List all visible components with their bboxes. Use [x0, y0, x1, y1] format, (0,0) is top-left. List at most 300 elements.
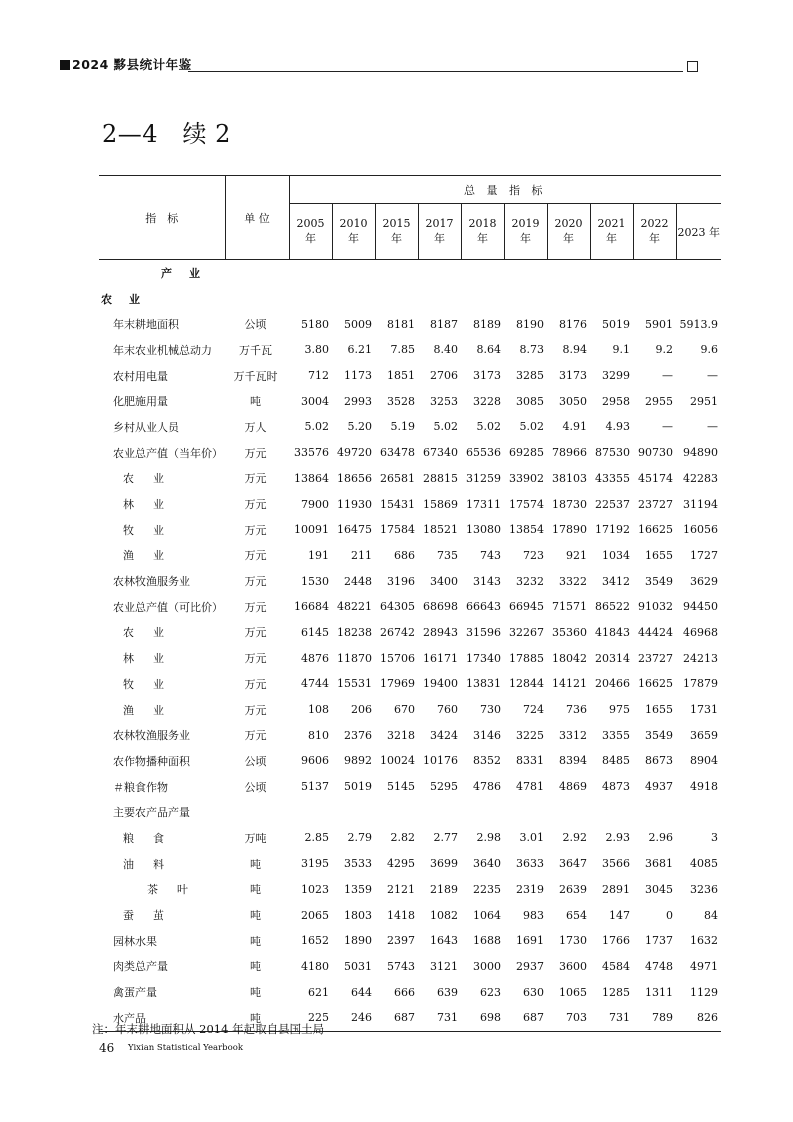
table-cell: 2937	[516, 959, 544, 973]
table-cell: 3228	[473, 394, 501, 408]
table-cell: 45174	[638, 471, 673, 485]
table-cell: 4869	[559, 780, 587, 794]
row-unit: 公顷	[244, 754, 267, 768]
table-cell: 64305	[380, 600, 415, 614]
table-cell: 16625	[638, 677, 673, 691]
table-cell: 8176	[559, 317, 587, 331]
table-cell: 3640	[473, 857, 501, 871]
table-cell: 4744	[301, 677, 329, 691]
table-row	[99, 517, 721, 543]
table-cell	[590, 260, 633, 286]
table-cell: 666	[394, 985, 415, 999]
row-unit: 万元	[244, 549, 267, 563]
table-cell: 2951	[690, 394, 719, 408]
table-cell: 1082	[430, 908, 458, 922]
table-cell	[633, 799, 676, 825]
table-cell: 3424	[430, 728, 458, 742]
table-cell: 5743	[387, 959, 415, 973]
table-cell: 22537	[595, 497, 630, 511]
table-cell: 87530	[595, 446, 630, 460]
table-cell: 2.85	[304, 831, 329, 845]
table-cell	[375, 286, 418, 312]
table-cell: 4748	[645, 959, 673, 973]
table-cell: 3659	[690, 728, 719, 742]
row-label: 渔 业	[123, 549, 168, 563]
table-cell: 26742	[380, 625, 415, 639]
table-cell: 4295	[387, 857, 415, 871]
table-cell: 15706	[380, 651, 415, 665]
table-cell: 730	[480, 703, 501, 717]
table-cell: 5137	[301, 780, 329, 794]
table-cell: 1632	[690, 934, 719, 948]
table-row	[99, 568, 721, 594]
table-cell: 2.96	[648, 831, 673, 845]
table-cell: 2.77	[433, 831, 458, 845]
table-cell: 5009	[344, 317, 372, 331]
row-label: 林 业	[123, 498, 168, 512]
table-cell: 13080	[466, 523, 501, 537]
table-row	[99, 645, 721, 671]
table-footnote: 注：年末耕地面积从 2014 年起取自县国土局	[92, 1022, 325, 1036]
table-cell: 17885	[509, 651, 544, 665]
row-unit: 公顷	[244, 780, 267, 794]
table-cell: 2706	[430, 369, 458, 383]
table-cell: 17890	[552, 523, 587, 537]
table-cell: 826	[676, 1005, 721, 1031]
table-cell: 2397	[387, 934, 415, 948]
table-cell: 5145	[387, 780, 415, 794]
table-cell: 5.02	[433, 420, 458, 434]
row-unit: 万元	[244, 652, 267, 666]
row-unit: 万吨	[244, 831, 267, 845]
table-cell: 639	[437, 985, 458, 999]
table-cell: 1691	[516, 934, 544, 948]
table-cell: 3000	[473, 959, 501, 973]
table-cell: 18521	[423, 523, 458, 537]
table-cell	[332, 799, 375, 825]
table-cell: 10091	[294, 523, 329, 537]
table-cell: 4873	[602, 780, 630, 794]
row-unit: 万千瓦时	[233, 369, 278, 383]
table-cell: 1655	[645, 548, 673, 562]
table-cell: 670	[394, 703, 415, 717]
table-row	[99, 491, 721, 517]
table-cell: 9.2	[655, 343, 673, 357]
table-cell: 12844	[509, 677, 544, 691]
table-cell: 3549	[645, 574, 673, 588]
table-cell: 3173	[473, 369, 501, 383]
table-cell	[547, 286, 590, 312]
table-cell: 1652	[301, 934, 329, 948]
footer-english-title: Yixian Statistical Yearbook	[128, 1043, 243, 1053]
table-cell: 9892	[344, 754, 372, 768]
table-cell: 225	[289, 1005, 332, 1031]
table-cell	[504, 799, 547, 825]
row-label: 农作物播种面积	[113, 754, 190, 768]
row-label: 油 料	[123, 857, 168, 871]
table-cell: 1173	[344, 369, 372, 383]
table-row	[99, 979, 721, 1005]
row-unit: 万元	[244, 523, 267, 537]
table-cell: 1851	[387, 369, 415, 383]
table-cell: 31596	[466, 625, 501, 639]
table-cell: 147	[609, 908, 630, 922]
table-cell: 630	[523, 985, 544, 999]
table-cell: 16684	[294, 600, 329, 614]
table-cell: 2121	[387, 882, 415, 896]
table-cell: 24213	[683, 651, 719, 665]
column-header-year: 2018 年	[461, 204, 504, 260]
table-cell: 4918	[690, 780, 719, 794]
table-cell: 5.02	[519, 420, 544, 434]
row-unit: 吨	[250, 883, 261, 897]
table-row	[99, 877, 721, 903]
table-cell	[461, 799, 504, 825]
table-cell: 1803	[344, 908, 372, 922]
table-cell: 17192	[595, 523, 630, 537]
table-cell: 1064	[473, 908, 501, 922]
table-cell: 2.92	[562, 831, 587, 845]
table-row	[99, 311, 721, 337]
column-header-year: 2010 年	[332, 204, 375, 260]
table-cell: 8.64	[476, 343, 501, 357]
table-cell: 4180	[301, 959, 329, 973]
table-cell	[418, 286, 461, 312]
table-cell: 44424	[638, 625, 673, 639]
table-cell: 3.01	[519, 831, 544, 845]
table-cell: 5.02	[476, 420, 501, 434]
table-cell: 13854	[509, 523, 544, 537]
table-cell: 5031	[344, 959, 372, 973]
table-cell: 7.85	[390, 343, 415, 357]
table-cell: —	[662, 369, 673, 383]
table-cell: 8904	[690, 754, 719, 768]
table-cell: 1890	[344, 934, 372, 948]
table-cell: 2.82	[390, 831, 415, 845]
table-cell: 4971	[690, 959, 719, 973]
table-cell: 731	[590, 1005, 633, 1031]
column-header-year: 2021 年	[590, 204, 633, 260]
table-cell	[676, 286, 721, 312]
table-cell: 1034	[602, 548, 630, 562]
table-cell: 23727	[638, 497, 673, 511]
table-cell: 3549	[645, 728, 673, 742]
table-title: 2—4 续 2	[102, 120, 231, 148]
table-cell: 3	[711, 831, 719, 845]
row-label: 茶 叶	[147, 883, 192, 897]
table-cell: 8673	[645, 754, 673, 768]
table-row	[99, 286, 721, 312]
table-cell: 16475	[337, 523, 372, 537]
row-label: 禽蛋产量	[113, 986, 157, 1000]
table-cell: 3681	[645, 857, 673, 871]
table-row	[99, 825, 721, 851]
row-unit: 公顷	[244, 318, 267, 332]
table-cell: —	[707, 369, 719, 383]
table-cell: 8.73	[519, 343, 544, 357]
table-cell: 810	[308, 728, 329, 742]
table-row	[99, 466, 721, 492]
table-cell: 3400	[430, 574, 458, 588]
table-cell: 31259	[466, 471, 501, 485]
table-cell: 2.79	[347, 831, 372, 845]
table-cell: 2955	[645, 394, 673, 408]
row-unit: 万千瓦	[239, 343, 272, 357]
table-cell: 760	[437, 703, 458, 717]
row-unit: 万元	[244, 446, 267, 460]
table-cell: 32267	[509, 625, 544, 639]
table-cell: 13831	[466, 677, 501, 691]
row-unit: 万元	[244, 498, 267, 512]
table-cell: 1737	[645, 934, 673, 948]
table-cell: 78966	[552, 446, 587, 460]
column-header-year: 2015 年	[375, 204, 418, 260]
table-cell: 5.02	[304, 420, 329, 434]
table-cell: 3312	[559, 728, 587, 742]
table-cell: 48221	[337, 600, 372, 614]
table-cell: 5019	[602, 317, 630, 331]
table-cell: 3004	[301, 394, 329, 408]
column-header-year: 2022 年	[633, 204, 676, 260]
table-cell	[676, 799, 721, 825]
row-unit: 万元	[244, 703, 267, 717]
table-cell: 1766	[602, 934, 630, 948]
table-cell: 703	[547, 1005, 590, 1031]
table-cell: 17969	[380, 677, 415, 691]
row-unit: 万元	[244, 600, 267, 614]
table-row	[99, 902, 721, 928]
row-unit: 万人	[244, 420, 267, 434]
table-cell: 15531	[337, 677, 372, 691]
table-cell: 0	[666, 908, 673, 922]
table-cell: 66643	[466, 600, 501, 614]
column-header-year: 2023 年	[676, 204, 721, 260]
table-cell: —	[707, 420, 719, 434]
table-cell: 8.94	[562, 343, 587, 357]
table-cell: 3528	[387, 394, 415, 408]
table-row	[99, 414, 721, 440]
table-cell: 1688	[473, 934, 501, 948]
table-cell: 2.98	[476, 831, 501, 845]
table-row	[99, 363, 721, 389]
table-cell: 8.40	[433, 343, 458, 357]
table-row	[99, 774, 721, 800]
table-cell: 8331	[516, 754, 544, 768]
row-label: 渔 业	[123, 703, 168, 717]
table-cell: 3355	[602, 728, 630, 742]
table-cell: 623	[480, 985, 501, 999]
table-cell: 63478	[380, 446, 415, 460]
row-label: ＃粮食作物	[113, 780, 168, 794]
table-cell: 9.6	[700, 343, 719, 357]
table-cell: 94890	[683, 446, 719, 460]
table-cell: 2189	[430, 882, 458, 896]
table-cell: 4786	[473, 780, 501, 794]
row-unit: 吨	[250, 857, 261, 871]
table-cell: 3412	[602, 574, 630, 588]
table-cell: 9606	[301, 754, 329, 768]
table-cell: 743	[480, 548, 501, 562]
row-label: 园林水果	[113, 934, 157, 948]
table-cell: 66945	[509, 600, 544, 614]
table-cell: 6.21	[347, 343, 372, 357]
table-cell	[633, 286, 676, 312]
table-cell: 8187	[430, 317, 458, 331]
table-cell: 18656	[337, 471, 372, 485]
row-label: 农业总产值（可比价）	[113, 600, 223, 614]
table-row	[99, 260, 721, 286]
header-square-mark	[60, 60, 70, 70]
table-cell: 10176	[423, 754, 458, 768]
table-cell	[289, 260, 332, 286]
table-cell: 8189	[473, 317, 501, 331]
table-cell: 16625	[638, 523, 673, 537]
table-cell: 20314	[595, 651, 630, 665]
table-row	[99, 954, 721, 980]
table-cell: 975	[609, 703, 630, 717]
table-cell: 3173	[559, 369, 587, 383]
table-cell: 5901	[645, 317, 673, 331]
table-row	[99, 799, 721, 825]
row-unit: 吨	[225, 1005, 289, 1031]
table-cell: 698	[461, 1005, 504, 1031]
table-row	[99, 748, 721, 774]
table-cell	[676, 260, 721, 286]
table-cell: 654	[566, 908, 587, 922]
table-cell: 2376	[344, 728, 372, 742]
table-cell: 4.91	[562, 420, 587, 434]
row-unit: 万元	[244, 472, 267, 486]
table-cell: 3195	[301, 857, 329, 871]
table-cell: 1655	[645, 703, 673, 717]
table-cell: 16056	[683, 523, 719, 537]
table-cell: 644	[351, 985, 372, 999]
row-label: 水产品	[99, 1005, 225, 1031]
table-cell: 26581	[380, 471, 415, 485]
table-cell: 1359	[344, 882, 372, 896]
table-cell: 4085	[690, 857, 719, 871]
table-cell: 2.93	[605, 831, 630, 845]
table-row	[99, 388, 721, 414]
row-label: 年末农业机械总动力	[113, 343, 212, 357]
table-cell: 8181	[387, 317, 415, 331]
table-cell: 983	[523, 908, 544, 922]
table-row	[99, 671, 721, 697]
table-cell: 10024	[380, 754, 415, 768]
table-cell: 20466	[595, 677, 630, 691]
table-cell: 4584	[602, 959, 630, 973]
table-cell: 38103	[552, 471, 587, 485]
table-cell	[332, 260, 375, 286]
table-cell: 33902	[509, 471, 544, 485]
column-header-year: 2020 年	[547, 204, 590, 260]
table-cell	[504, 260, 547, 286]
table-row	[99, 722, 721, 748]
header-empty-box	[687, 61, 698, 72]
row-label: 农林牧渔服务业	[113, 575, 190, 589]
column-header-year: 2017 年	[418, 204, 461, 260]
table-cell: 17340	[466, 651, 501, 665]
table-cell: 18042	[552, 651, 587, 665]
table-cell: 8485	[602, 754, 630, 768]
table-row	[99, 440, 721, 466]
row-unit: 吨	[250, 395, 261, 409]
row-unit: 万元	[244, 575, 267, 589]
table-cell	[289, 286, 332, 312]
table-cell: 1730	[559, 934, 587, 948]
table-cell: 3218	[387, 728, 415, 742]
table-cell: 3285	[516, 369, 544, 383]
table-cell: 3085	[516, 394, 544, 408]
table-cell: 3050	[559, 394, 587, 408]
row-label: 乡村从业人员	[113, 420, 179, 434]
running-header-title: 2024 黟县统计年鉴	[72, 57, 192, 72]
table-cell	[375, 260, 418, 286]
table-cell	[418, 799, 461, 825]
column-header-indicator: 指 标	[99, 176, 225, 260]
table-cell: 17584	[380, 523, 415, 537]
table-cell: 33576	[294, 446, 329, 460]
row-label: 产 业	[161, 266, 203, 280]
table-cell: 1530	[301, 574, 329, 588]
table-cell: 3143	[473, 574, 501, 588]
table-cell: 94450	[683, 600, 719, 614]
table-cell: 687	[375, 1005, 418, 1031]
table-cell: 687	[504, 1005, 547, 1031]
table-cell	[418, 260, 461, 286]
column-group-header-totals: 总 量 指 标	[289, 176, 721, 204]
table-row	[99, 594, 721, 620]
table-cell: 921	[566, 548, 587, 562]
table-cell: 11870	[337, 651, 372, 665]
table-cell: 1129	[690, 985, 719, 999]
table-cell: 18238	[337, 625, 372, 639]
row-unit: 吨	[250, 986, 261, 1000]
table-cell: 3533	[344, 857, 372, 871]
table-cell	[590, 799, 633, 825]
table-row	[99, 851, 721, 877]
row-unit: 万元	[244, 677, 267, 691]
table-cell: 3629	[690, 574, 719, 588]
table-row	[99, 543, 721, 569]
page-number: 46	[99, 1041, 115, 1055]
table-cell: 17879	[683, 677, 719, 691]
table-cell: 28943	[423, 625, 458, 639]
table-cell: 731	[418, 1005, 461, 1031]
table-cell	[289, 799, 332, 825]
table-cell: 5180	[301, 317, 329, 331]
table-cell: 3225	[516, 728, 544, 742]
table-cell: 84	[704, 908, 719, 922]
row-label: 农 业	[123, 626, 168, 640]
column-header-unit: 单 位	[225, 176, 289, 260]
table-cell	[332, 286, 375, 312]
table-cell: 5019	[344, 780, 372, 794]
table-cell: 2958	[602, 394, 630, 408]
table-cell: 1311	[645, 985, 673, 999]
table-cell: 19400	[423, 677, 458, 691]
table-cell: 3146	[473, 728, 501, 742]
row-label: 主要农产品产量	[113, 806, 190, 820]
table-cell: 2319	[516, 882, 544, 896]
row-label: 蚕 茧	[123, 909, 168, 923]
table-cell	[547, 260, 590, 286]
table-cell: 67340	[423, 446, 458, 460]
row-unit: 吨	[250, 934, 261, 948]
row-label: 化肥施用量	[113, 395, 168, 409]
table-cell: 3600	[559, 959, 587, 973]
table-cell: 206	[351, 703, 372, 717]
